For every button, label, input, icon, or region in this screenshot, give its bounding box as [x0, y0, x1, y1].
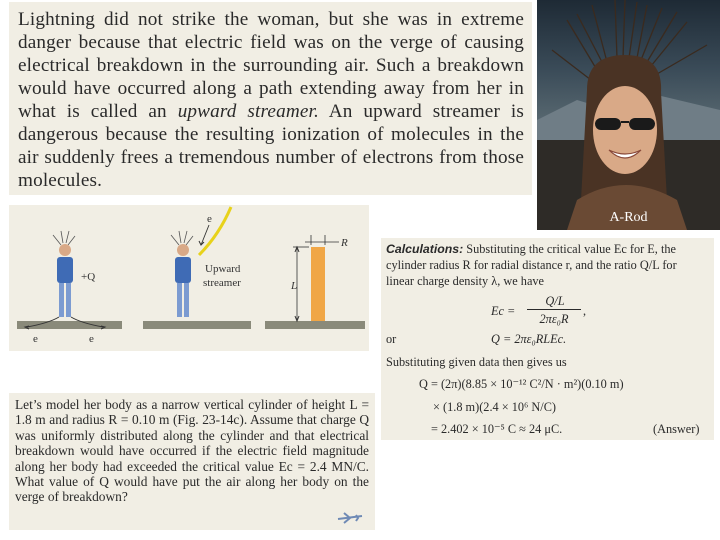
eq1-tail: , — [583, 304, 587, 318]
calc-line1-text: Substituting the critical value Ec for E, the — [466, 242, 676, 256]
radius-label: R — [341, 237, 348, 249]
ground-b — [143, 321, 251, 329]
calc-line-2: cylinder radius R for radial distance r, and the ratio Q/L for — [386, 258, 677, 272]
intro-text-panel — [9, 2, 532, 195]
streamer-label-line-1: Upward — [205, 263, 241, 275]
intro-text-1: Lightning did not strike the woman, but she was in extreme danger because that electric field was on the verge of causing electrical breakdown in the surrounding air. Such a breakdown would have occurred along a path extending away from her in what is called an — [18, 9, 524, 122]
calc-line-3: linear charge density λ, we have — [386, 274, 545, 288]
eq1-numerator: Q/L — [545, 294, 565, 308]
streamer-electron-label: e — [207, 213, 212, 225]
calc-or: or — [386, 332, 397, 346]
upward-streamer-path — [199, 207, 231, 255]
calculation-panel — [381, 238, 714, 440]
figure-diagram — [9, 205, 369, 351]
eq1-fraction-bar — [527, 309, 581, 310]
eq4: × (1.8 m)(2.4 × 10⁶ N/C) — [433, 400, 557, 414]
intro-paragraph — [9, 2, 532, 192]
cylinder-model — [311, 247, 325, 321]
charge-label: +Q — [81, 271, 96, 283]
electron-label-right: e — [89, 333, 94, 345]
eq1-denominator: 2πε₀R — [539, 312, 569, 326]
ground-c — [265, 321, 365, 329]
streamer-label-line-2: streamer — [203, 277, 241, 289]
problem-panel — [9, 393, 375, 530]
problem-text: Let’s model her body as a narrow vertical cylinder of height L = 1.8 m and radius R = 0.10 m (Fig. 23-14c). Assume that charge Q was uniformly distributed along the cylinder and that electrical breakdown would have occurred if the electric field magnitude along her body had exceeded the critical value Ec = 2.4 MN/C. What value of Q would have put the air along her body on the verge of breakdown? — [15, 397, 369, 505]
intro-text-2: An upward streamer is dangerous because the resulting ionization of molecules in the air suddenly frees a tremendous number of electrons from those molecules. — [18, 101, 524, 191]
calc-substitute-text: Substituting given data then gives us — [386, 355, 567, 369]
answer-label: (Answer) — [653, 422, 700, 436]
figure-panel — [9, 205, 369, 351]
woman-photo-illustration — [537, 0, 720, 230]
eq3: Q = (2π)(8.85 × 10⁻¹² C²/N · m²)(0.10 m) — [419, 377, 624, 391]
eq1-lhs: Ec = — [491, 304, 516, 318]
calc-line-1 — [386, 242, 676, 257]
woman-photo — [537, 0, 720, 230]
intro-term-upward-streamer: upward streamer. — [177, 101, 319, 122]
ground-a — [17, 321, 122, 329]
photo-credit-label: A-Rod — [609, 210, 648, 225]
woman-figure-b — [171, 231, 193, 317]
eq5: = 2.402 × 10⁻⁵ C ≈ 24 μC. — [431, 422, 563, 436]
plane-logo-icon — [336, 511, 364, 525]
electron-label-left: e — [33, 333, 38, 345]
calc-heading: Calculations: — [386, 242, 464, 256]
length-label: L — [291, 280, 298, 292]
eq2: Q = 2πε₀RLEc. — [491, 332, 567, 346]
